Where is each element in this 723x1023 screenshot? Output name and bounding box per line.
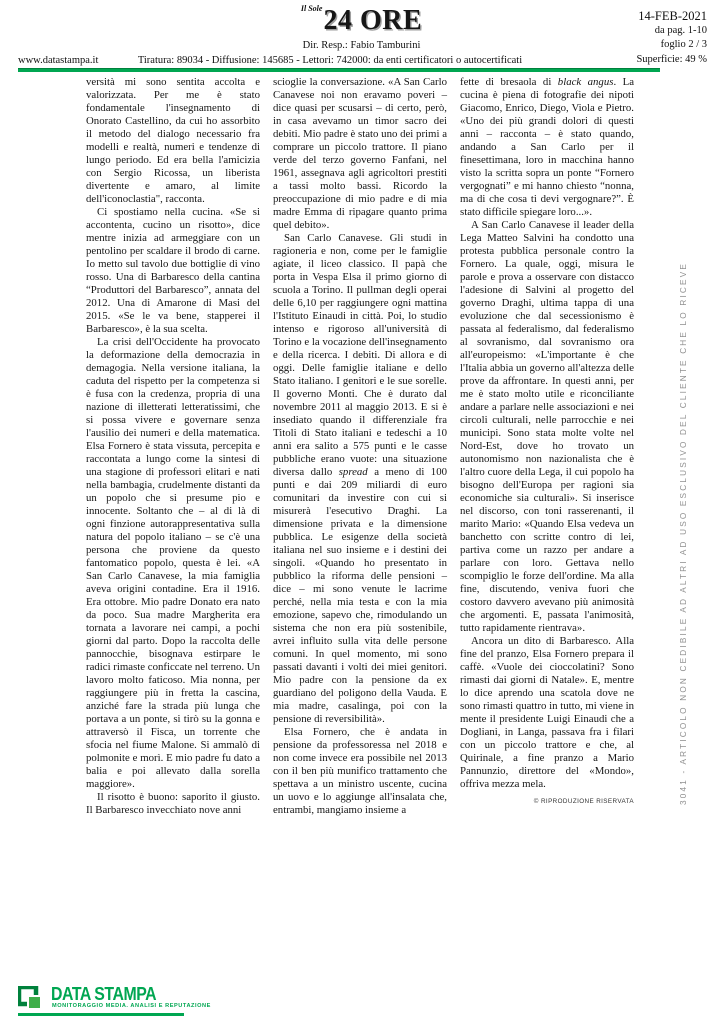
clipping-sheet: foglio 2 / 3: [660, 39, 707, 50]
datastampa-url[interactable]: www.datastampa.it: [18, 55, 99, 66]
article-column-3: [460, 76, 634, 817]
clipping-page-range: da pag. 1-10: [654, 24, 707, 36]
datastampa-wordmark: DATA STAMPA: [51, 984, 157, 1004]
article-paragraph: Ancora un dito di Barbaresco. Alla fine del pranzo, Elsa Fornero prepara il caffè. «Vuole dei cioccolatini? Sono rimasti dai giorni di Natale». E, mentre lo dice aprendo una scatola dove ne sono rimasti quattro in tutto, mi viene in mente il presidente Luigi Einaudi che a Dogliani, in Langa, passava fra i filari con un piccolo trattore e che, al Quirinale, a fine pranzo a Mario Pannunzio, direttore del «Mondo», offriva mezza mela.: [460, 635, 634, 790]
article-paragraph: Ci spostiamo nella cucina. «Se si accontenta, cucino un risotto», dice mentre inizia ad armeggiare con un pentolino per scaldare il brodo di carne. Io metto sul tavolo due bottiglie di vino rosso. Una di Barbaresco della cantina “Produttori del Barbaresco”, annata del 2012. Una di Amarone di Masi del 2015. «Se le va bene, stapperei il Barbaresco», è la sua scelta.: [86, 206, 260, 335]
article-paragraph: versità mi sono sentita accolta e valorizzata. Per me è stato fondamentale l'insegnamento di Onorato Castellino, da cui ho assorbito il metodo del dialogo necessario fra modelli e realtà, numeri e tendenze di lungo periodo. Ed era bella l'amicizia con Sergio Ricossa, un liberista divertente e amaro, al limite dell'iconoclastia", racconta.: [86, 76, 260, 205]
clipping-surface: Superficie: 49 %: [636, 53, 707, 65]
clipping-date: 14-FEB-2021: [638, 9, 707, 23]
article-body: [86, 76, 635, 817]
masthead-il-sole: Il Sole: [300, 4, 323, 13]
article-paragraph: A San Carlo Canavese il leader della Lega Matteo Salvini ha condotto una protesta pubblica personale contro la Fornero. La quale, oggi, misura le parole e prova a osservare con distacco l'adesione di Salvini al progetto del governo Draghi, ultima tappa di una evoluzione che dal secessionismo è passata al federalismo, dal federalismo al sovranismo, dal sovranismo ora all'europeismo: «L'importante è che l'Italia abbia un governo all'altezza delle prove da affrontare. In questi anni, per me è stato molto utile e riconciliante andare a parlare nelle associazioni e nei circoli culturali, nelle parrocchie e nei municipi. Sono stata molte volte nel Nord-Est, dove ho trovato un autonomismo non nazionalista che è l'altro cuore della Lega, il cui popolo ha bisogno dell'Europa per ragioni sia economiche sia culturali». Si inserisce nel discorso, con toni rasserenanti, il marito Mario: «Quando Elsa vedeva un banchetto con scritte contro di lei, partiva come un razzo per andare a parlare con loro. Gettava nello scompiglio le forze dell'ordine. Ma alla fine, discutendo, veniva fuori che costoro davvero avevano più animosità che argomenti. E, passata l'animosità, tutto rapidamente rientrava».: [460, 219, 634, 634]
article-column-1: [86, 76, 260, 817]
article-paragraph: La crisi dell'Occidente ha provocato la deformazione della democrazia in demagogia. Nella versione italiana, la caduta del rispetto per la competenza si è fusa con la credenza, propria di una nazione di illetterati letteratissimi, che si possa vivere e governare senza l'ausilio dei numeri e della matematica. Elsa Fornero è stata vissuta, percepita e raccontata a lungo come la sintesi di una stagione di professori elitari e nati nella bambagia, crudelmente distanti da un popolo che si presume pio e innocente. Soltanto che – al di là di ogni finzione autorappresentativa sulla natura del popolo italiano – se c'è una persona che proviene da questo fantomatico popolo, questa è lei. «A San Carlo Canavese, la mia famiglia aveva origini contadine. Era il 1916. Era ottobre. Mio padre Donato era nato da poco. Sua madre Margherita era tornata a lavorare nei campi, a pochi giorni dal parto. Dopo la raccolta delle pannocchie, bisognava estirpare le radici rimaste conficcate nel terreno. Un lavoro molto faticoso. Mia nonna, per raggiungere più in fretta la cascina, anziché fare la strada più lunga che portava a un ponte, si tirò su la gonna e attraversò il Fisca, un torrente che sfocia nel fiume Malone. Si ammalò di polmonite e morì. E mio padre fu dato a balia e poi allevato dalla sorella maggiore».: [86, 336, 260, 790]
article-paragraph: fette di bresaola di black angus. La cucina è piena di fotografie dei nipoti Giacomo, Enrico, Diego, Viola e Pietro. «Uno dei più grandi dolori di questi anni – racconta – è stato quando, andando a San Carlo per il finesettimana, loro in macchina hanno visto la scritta sopra un ponte “Fornero vergognati” e mi hanno chiesto “nonna, ma di che cosa ti devi vergognare?”. È stato difficile spiegare loro...».: [460, 76, 634, 218]
reproduction-reserved-note: © RIPRODUZIONE RISERVATA: [533, 798, 634, 805]
masthead-logo: [0, 4, 723, 37]
vertical-license-note: 3041 - ARTICOLO NON CEDIBILE AD ALTRI AD USO ESCLUSIVO DEL CLIENTE CHE LO RICEVE: [679, 261, 688, 805]
masthead-24-ore: 24 ORE: [323, 5, 423, 36]
datastampa-tagline: MONITORAGGIO MEDIA. ANALISI E REPUTAZIONE: [52, 1003, 211, 1009]
director-line: Dir. Resp.: Fabio Tamburini: [302, 40, 421, 51]
footer-divider-rule: [18, 1013, 184, 1016]
article-paragraph: Il risotto è buono: saporito il giusto. Il Barbaresco invecchiato nove anni: [86, 791, 260, 816]
datastampa-squares-icon: [18, 986, 45, 1013]
header-divider-rule: [18, 68, 660, 72]
article-paragraph: scioglie la conversazione. «A San Carlo Canavese noi non eravamo poveri – dice quasi per scusarsi – di certo, però, in casa avevamo un timor sacro dei debiti. Mio padre è stato uno dei primi a comprare un piccolo trattore. Il piano verde del terzo governo Fanfani, nel 1961, assegnava agli agricoltori prestiti a tassi molto bassi. Ricordo la preoccupazione di mio padre e di mia madre Emma di ripagare quanto prima quel debito».: [273, 76, 447, 231]
article-paragraph: Elsa Fornero, che è andata in pensione da professoressa nel 2018 e non come invece era possibile nel 2013 con il ben più munifico trattamento che spettava a un ministro uscente, cucina un uovo e lo aggiunge all'insalata che, entrambi, mangiamo insieme a: [273, 726, 447, 816]
article-column-2: [273, 76, 447, 817]
circulation-line: Tiratura: 89034 - Diffusione: 145685 - Lettori: 742000: da enti certificatori o autocertificati: [137, 55, 523, 66]
article-paragraph: San Carlo Canavese. Gli studi in ragioneria e non, come per le famiglie agiate, il liceo classico. Il papà che porta in Vespa Elsa il primo giorno di scuola a Torino. Il pullman degli operai delle 6,10 per raggiungere ogni mattina l'Istituto Einaudi in città. Poi, lo studio intenso e rigoroso all'università di Torino e la vocazione dell'insegnamento e della ricerca. I debiti. Di allora e di oggi. Delle famiglie italiane e dello Stato italiano. I genitori e le sue sorelle. Il governo Monti. Che è durato dal novembre 2011 al maggio 2013. E si è insediato quando il differenziale fra Titoli di Stato italiani e tedeschi a 10 anni era salito a 575 punti e le casse pubbliche erano vuote: una situazione diversa dallo spread a meno di 100 punti e dai 209 miliardi di euro comunitari da investire con cui si misurerà l'esecutivo Draghi. La dimensione privata e la dimensione pubblica. Le esigenze della società italiana nel suo insieme e i destini dei singoli. «Quando ho presentato in pubblico la riforma delle pensioni – dice – mi sono venute le lacrime perché, nella mia testa e con la mia emozione, sapevo che, rimodulando un sistema che non era più sostenibile, avrei influito sulla vita delle persone comuni. In quel momento, mi sono passati davanti i volti dei miei genitori. Mio padre con la pensione da ex guardiano del poligono della Vauda. E mia madre, casalinga, poi con la pensione di reversibilità».: [273, 232, 447, 725]
